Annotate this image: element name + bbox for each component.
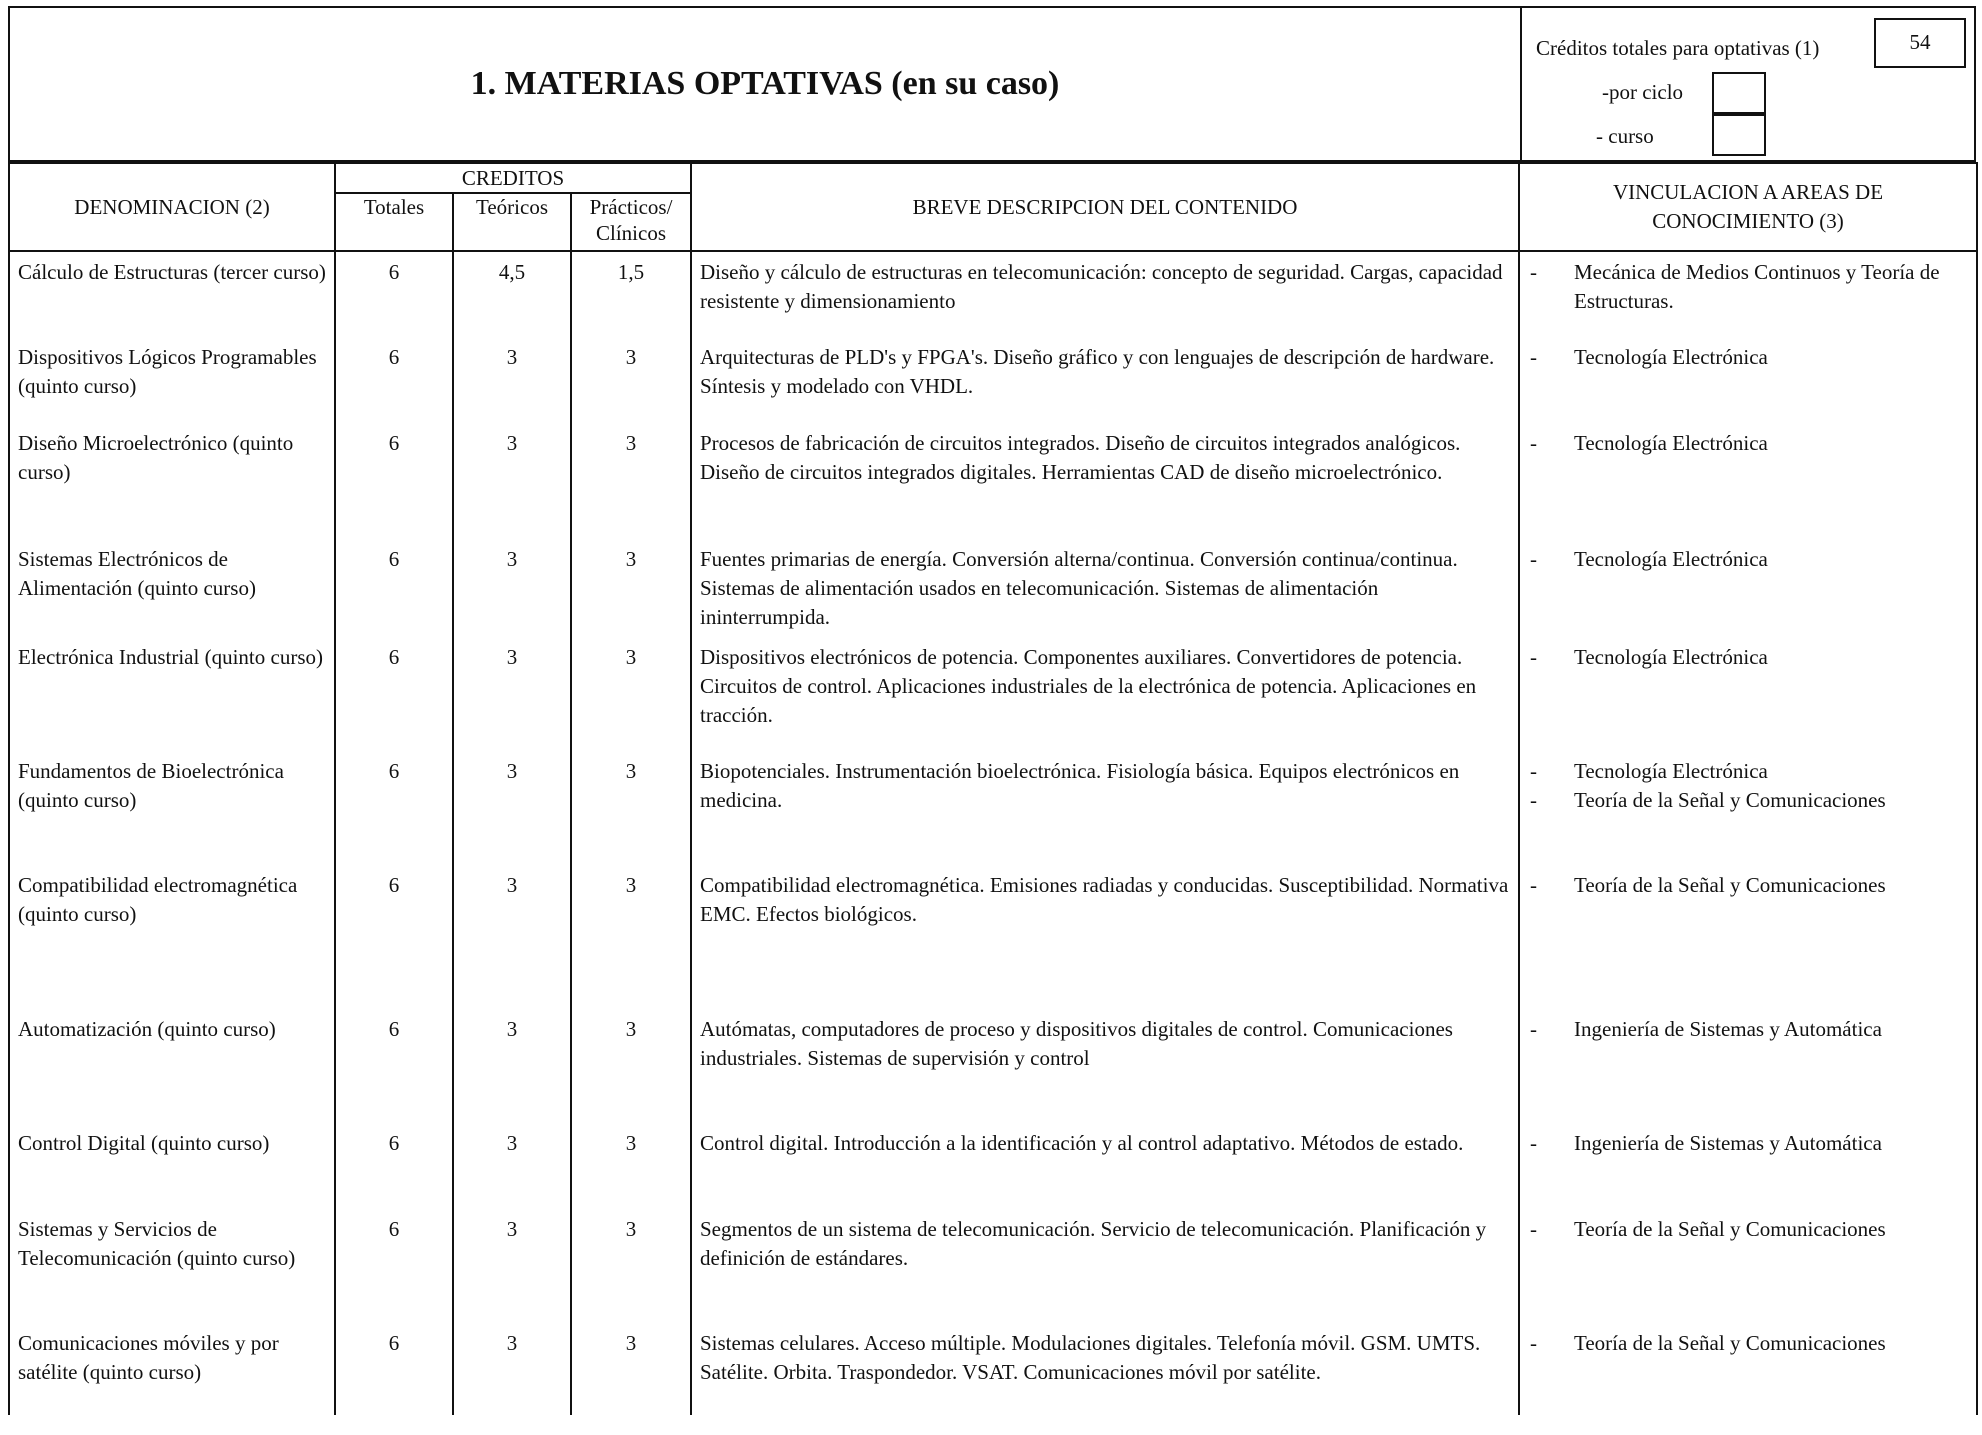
vinculacion-cell	[1519, 337, 1977, 423]
descripcion-cell: Autómatas, computadores de proceso y dispositivos digitales de control. Comunicaciones industriales. Sistemas de supervisión y control	[691, 1009, 1519, 1123]
curso-label: - curso	[1596, 124, 1654, 148]
vinculacion-cell	[1519, 751, 1977, 865]
denominacion-cell: Sistemas Electrónicos de Alimentación (quinto curso)	[9, 539, 335, 637]
area-item	[1530, 1129, 1970, 1158]
teoricos-cell: 3	[453, 337, 571, 423]
section-header	[8, 6, 1976, 162]
totales-cell: 6	[335, 1323, 453, 1415]
practicos-cell: 1,5	[571, 251, 691, 337]
totales-cell: 6	[335, 337, 453, 423]
area-text: Tecnología Electrónica	[1574, 759, 1768, 783]
denominacion-cell: Comunicaciones móviles y por satélite (quinto curso)	[9, 1323, 335, 1415]
practicos-cell: 3	[571, 637, 691, 751]
vinculacion-cell	[1519, 1323, 1977, 1415]
totales-cell: 6	[335, 1123, 453, 1209]
descripcion-cell: Control digital. Introducción a la identificación y al control adaptativo. Métodos de estado.	[691, 1123, 1519, 1209]
descripcion-cell: Dispositivos electrónicos de potencia. Componentes auxiliares. Convertidores de potencia. Circuitos de control. Aplicaciones industriales de la electrónica de potencia. Aplicaciones en tracción.	[691, 637, 1519, 751]
denominacion-cell: Electrónica Industrial (quinto curso)	[9, 637, 335, 751]
curso-box	[1712, 114, 1766, 156]
teoricos-cell: 3	[453, 751, 571, 865]
table-row	[9, 423, 1977, 539]
vinculacion-cell	[1519, 1209, 1977, 1323]
denominacion-cell: Cálculo de Estructuras (tercer curso)	[9, 251, 335, 337]
area-item	[1530, 757, 1970, 786]
descripcion-cell: Biopotenciales. Instrumentación bioelectrónica. Fisiología básica. Equipos electrónicos en medicina.	[691, 751, 1519, 865]
dash-bullet: -	[1530, 759, 1537, 783]
table-row	[9, 1123, 1977, 1209]
totales-cell: 6	[335, 423, 453, 539]
descripcion-cell: Procesos de fabricación de circuitos integrados. Diseño de circuitos integrados analógicos. Diseño de circuitos integrados digitales. Herramientas CAD de diseño microelectrónico.	[691, 423, 1519, 539]
vinculacion-cell	[1519, 637, 1977, 751]
col-totales: Totales	[335, 193, 453, 251]
teoricos-cell: 3	[453, 539, 571, 637]
teoricos-cell: 3	[453, 423, 571, 539]
dash-bullet: -	[1530, 1331, 1537, 1355]
descripcion-cell: Segmentos de un sistema de telecomunicación. Servicio de telecomunicación. Planificación y definición de estándares.	[691, 1209, 1519, 1323]
area-text: Mecánica de Medios Continuos y Teoría de Estructuras.	[1574, 260, 1940, 313]
table-row	[9, 637, 1977, 751]
denominacion-cell: Sistemas y Servicios de Telecomunicación (quinto curso)	[9, 1209, 335, 1323]
denominacion-cell: Diseño Microelectrónico (quinto curso)	[9, 423, 335, 539]
col-vinculacion: VINCULACION A AREAS DE CONOCIMIENTO (3)	[1519, 163, 1977, 251]
area-item	[1530, 786, 1970, 815]
dash-bullet: -	[1530, 345, 1537, 369]
vinculacion-cell	[1519, 539, 1977, 637]
table-row	[9, 1009, 1977, 1123]
table-row	[9, 1323, 1977, 1415]
denominacion-cell: Automatización (quinto curso)	[9, 1009, 335, 1123]
practicos-cell: 3	[571, 1209, 691, 1323]
materias-table	[8, 162, 1978, 1415]
descripcion-cell: Sistemas celulares. Acceso múltiple. Modulaciones digitales. Telefonía móvil. GSM. UMTS. Satélite. Orbita. Traspondedor. VSAT. Comunicaciones móvil por satélite.	[691, 1323, 1519, 1415]
area-text: Teoría de la Señal y Comunicaciones	[1574, 873, 1886, 897]
area-item	[1530, 643, 1970, 672]
col-denominacion: DENOMINACION (2)	[9, 163, 335, 251]
vinculacion-cell	[1519, 865, 1977, 1009]
por-ciclo-box	[1712, 72, 1766, 114]
area-text: Tecnología Electrónica	[1574, 345, 1768, 369]
creditos-totales-label: Créditos totales para optativas (1)	[1536, 36, 1820, 60]
denominacion-cell: Dispositivos Lógicos Programables (quinto curso)	[9, 337, 335, 423]
dash-bullet: -	[1530, 260, 1537, 284]
area-text: Teoría de la Señal y Comunicaciones	[1574, 788, 1886, 812]
teoricos-cell: 3	[453, 1009, 571, 1123]
area-item	[1530, 545, 1970, 574]
vinculacion-cell	[1519, 1009, 1977, 1123]
creditos-totales-box: 54	[1874, 18, 1966, 68]
teoricos-cell: 3	[453, 1209, 571, 1323]
descripcion-cell: Compatibilidad electromagnética. Emisiones radiadas y conducidas. Susceptibilidad. Normativa EMC. Efectos biológicos.	[691, 865, 1519, 1009]
descripcion-cell: Arquitecturas de PLD's y FPGA's. Diseño gráfico y con lenguajes de descripción de hardware. Síntesis y modelado con VHDL.	[691, 337, 1519, 423]
totales-cell: 6	[335, 751, 453, 865]
practicos-cell: 3	[571, 539, 691, 637]
practicos-cell: 3	[571, 1323, 691, 1415]
area-item	[1530, 343, 1970, 372]
table-row	[9, 251, 1977, 337]
area-item	[1530, 258, 1970, 316]
dash-bullet: -	[1530, 431, 1537, 455]
practicos-cell: 3	[571, 337, 691, 423]
descripcion-cell: Diseño y cálculo de estructuras en telecomunicación: concepto de seguridad. Cargas, capacidad resistente y dimensionamiento	[691, 251, 1519, 337]
totales-cell: 6	[335, 251, 453, 337]
teoricos-cell: 4,5	[453, 251, 571, 337]
area-text: Teoría de la Señal y Comunicaciones	[1574, 1331, 1886, 1355]
area-text: Tecnología Electrónica	[1574, 645, 1768, 669]
practicos-cell: 3	[571, 1123, 691, 1209]
vinculacion-cell	[1519, 251, 1977, 337]
descripcion-cell: Fuentes primarias de energía. Conversión alterna/continua. Conversión continua/continua. Sistemas de alimentación usados en telecomunicación. Sistemas de alimentación ininterrumpida.	[691, 539, 1519, 637]
area-text: Tecnología Electrónica	[1574, 431, 1768, 455]
area-item	[1530, 429, 1970, 458]
dash-bullet: -	[1530, 547, 1537, 571]
table-row	[9, 865, 1977, 1009]
area-text: Tecnología Electrónica	[1574, 547, 1768, 571]
teoricos-cell: 3	[453, 1123, 571, 1209]
col-descripcion: BREVE DESCRIPCION DEL CONTENIDO	[691, 163, 1519, 251]
practicos-cell: 3	[571, 1009, 691, 1123]
por-ciclo-label: -por ciclo	[1602, 80, 1684, 104]
practicos-cell: 3	[571, 751, 691, 865]
table-row	[9, 1209, 1977, 1323]
col-practicos: Prácticos/ Clínicos	[571, 193, 691, 251]
totales-cell: 6	[335, 1009, 453, 1123]
totales-cell: 6	[335, 1209, 453, 1323]
teoricos-cell: 3	[453, 865, 571, 1009]
table-row	[9, 337, 1977, 423]
area-item	[1530, 1215, 1970, 1244]
section-title: 1. MATERIAS OPTATIVAS (en su caso)	[470, 65, 1060, 102]
col-creditos: CREDITOS	[335, 163, 691, 193]
col-teoricos: Teóricos	[453, 193, 571, 251]
denominacion-cell: Control Digital (quinto curso)	[9, 1123, 335, 1209]
table-row	[9, 751, 1977, 865]
dash-bullet: -	[1530, 1217, 1537, 1241]
totales-cell: 6	[335, 865, 453, 1009]
teoricos-cell: 3	[453, 637, 571, 751]
dash-bullet: -	[1530, 1131, 1537, 1155]
area-item	[1530, 1329, 1970, 1358]
teoricos-cell: 3	[453, 1323, 571, 1415]
table-row	[9, 539, 1977, 637]
dash-bullet: -	[1530, 1017, 1537, 1041]
area-text: Ingeniería de Sistemas y Automática	[1574, 1017, 1882, 1041]
area-item	[1530, 871, 1970, 900]
vinculacion-cell	[1519, 423, 1977, 539]
totales-cell: 6	[335, 637, 453, 751]
area-text: Teoría de la Señal y Comunicaciones	[1574, 1217, 1886, 1241]
practicos-cell: 3	[571, 865, 691, 1009]
table-header	[9, 163, 1977, 251]
dash-bullet: -	[1530, 645, 1537, 669]
area-item	[1530, 1015, 1970, 1044]
table-body	[9, 251, 1977, 1415]
denominacion-cell: Compatibilidad electromagnética (quinto curso)	[9, 865, 335, 1009]
dash-bullet: -	[1530, 873, 1537, 897]
dash-bullet: -	[1530, 788, 1537, 812]
area-text: Ingeniería de Sistemas y Automática	[1574, 1131, 1882, 1155]
header-divider	[1520, 8, 1522, 160]
practicos-cell: 3	[571, 423, 691, 539]
vinculacion-cell	[1519, 1123, 1977, 1209]
totales-cell: 6	[335, 539, 453, 637]
denominacion-cell: Fundamentos de Bioelectrónica (quinto curso)	[9, 751, 335, 865]
